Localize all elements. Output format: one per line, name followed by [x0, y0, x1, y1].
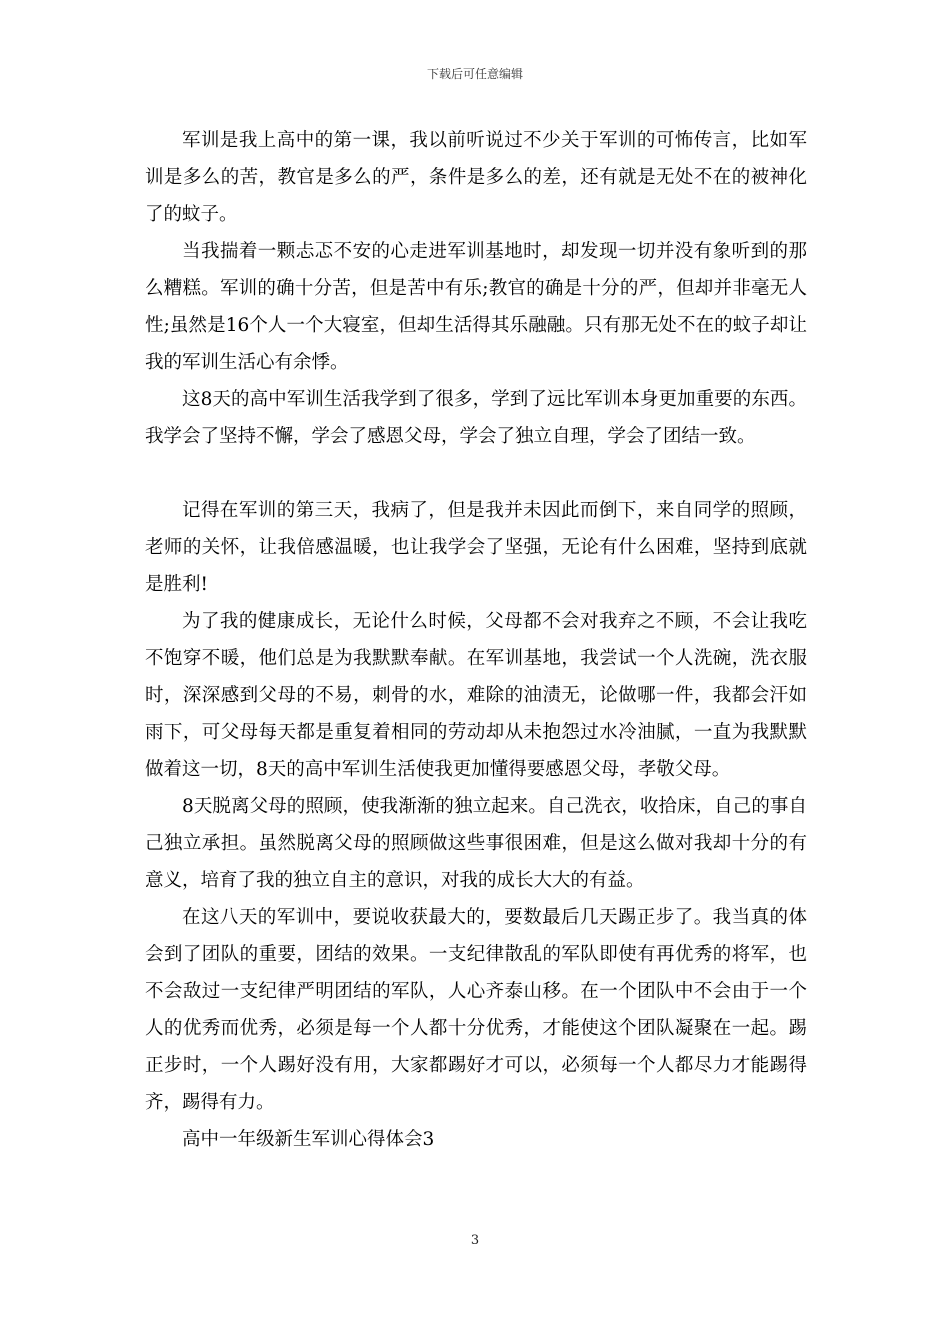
paragraph: 为了我的健康成长，无论什么时候，父母都不会对我弃之不顾，不会让我吃不饱穿不暖，他们总是为我默默奉献。在军训基地，我尝试一个人洗碗，洗衣服时，深深感到父母的不易，刺骨的水，难除的油渍无，论做哪一件，我都会汗如雨下，可父母每天都是重复着相同的劳动却从未抱怨过水冷油腻，一直为我默默做着这一切，8天的高中军训生活使我更加懂得要感恩父母，孝敬父母。: [145, 611, 807, 780]
paragraph: 8天脱离父母的照顾，使我渐渐的独立起来。自己洗衣，收拾床，自己的事自己独立承担。虽然脱离父母的照顾做这些事很困难，但是这么做对我却十分的有意义，培育了我的独立自主的意识，对我的成长大大的有益。: [145, 796, 807, 891]
page-number: 3: [470, 1233, 480, 1248]
paragraph: 在这八天的军训中，要说收获最大的，要数最后几天踢正步了。我当真的体会到了团队的重要，团结的效果。一支纪律散乱的军队即使有再优秀的将军，也不会敌过一支纪律严明团结的军队，人心齐泰山移。在一个团队中不会由于一个人的优秀而优秀，必须是每一个人都十分优秀，才能使这个团队凝聚在一起。踢正步时，一个人踢好没有用，大家都踢好才可以，必须每一个人都尽力才能踢得齐，踢得有力。: [145, 907, 807, 1113]
paragraph: 军训是我上高中的第一课，我以前听说过不少关于军训的可怖传言，比如军训是多么的苦，教官是多么的严，条件是多么的差，还有就是无处不在的被神化了的蚊子。: [145, 130, 807, 225]
document-body: [145, 122, 807, 1158]
page-header: 下载后可任意编辑: [426, 67, 523, 81]
paragraph: 记得在军训的第三天，我病了，但是我并未因此而倒下，来自同学的照顾，老师的关怀，让我倍感温暖，也让我学会了坚强，无论有什么困难，坚持到底就是胜利!: [145, 500, 807, 595]
paragraph: 当我揣着一颗忐忑不安的心走进军训基地时，却发现一切并没有象听到的那么糟糕。军训的确十分苦，但是苦中有乐;教官的确是十分的严，但却并非毫无人性;虽然是16个人一个大寝室，但却生活得其乐融融。只有那无处不在的蚊子却让我的军训生活心有余悸。: [145, 241, 807, 373]
section-heading: 高中一年级新生军训心得体会3: [182, 1129, 435, 1150]
paragraph: 这8天的高中军训生活我学到了很多，学到了远比军训本身更加重要的东西。我学会了坚持不懈，学会了感恩父母，学会了独立自理，学会了团结一致。: [145, 389, 807, 447]
